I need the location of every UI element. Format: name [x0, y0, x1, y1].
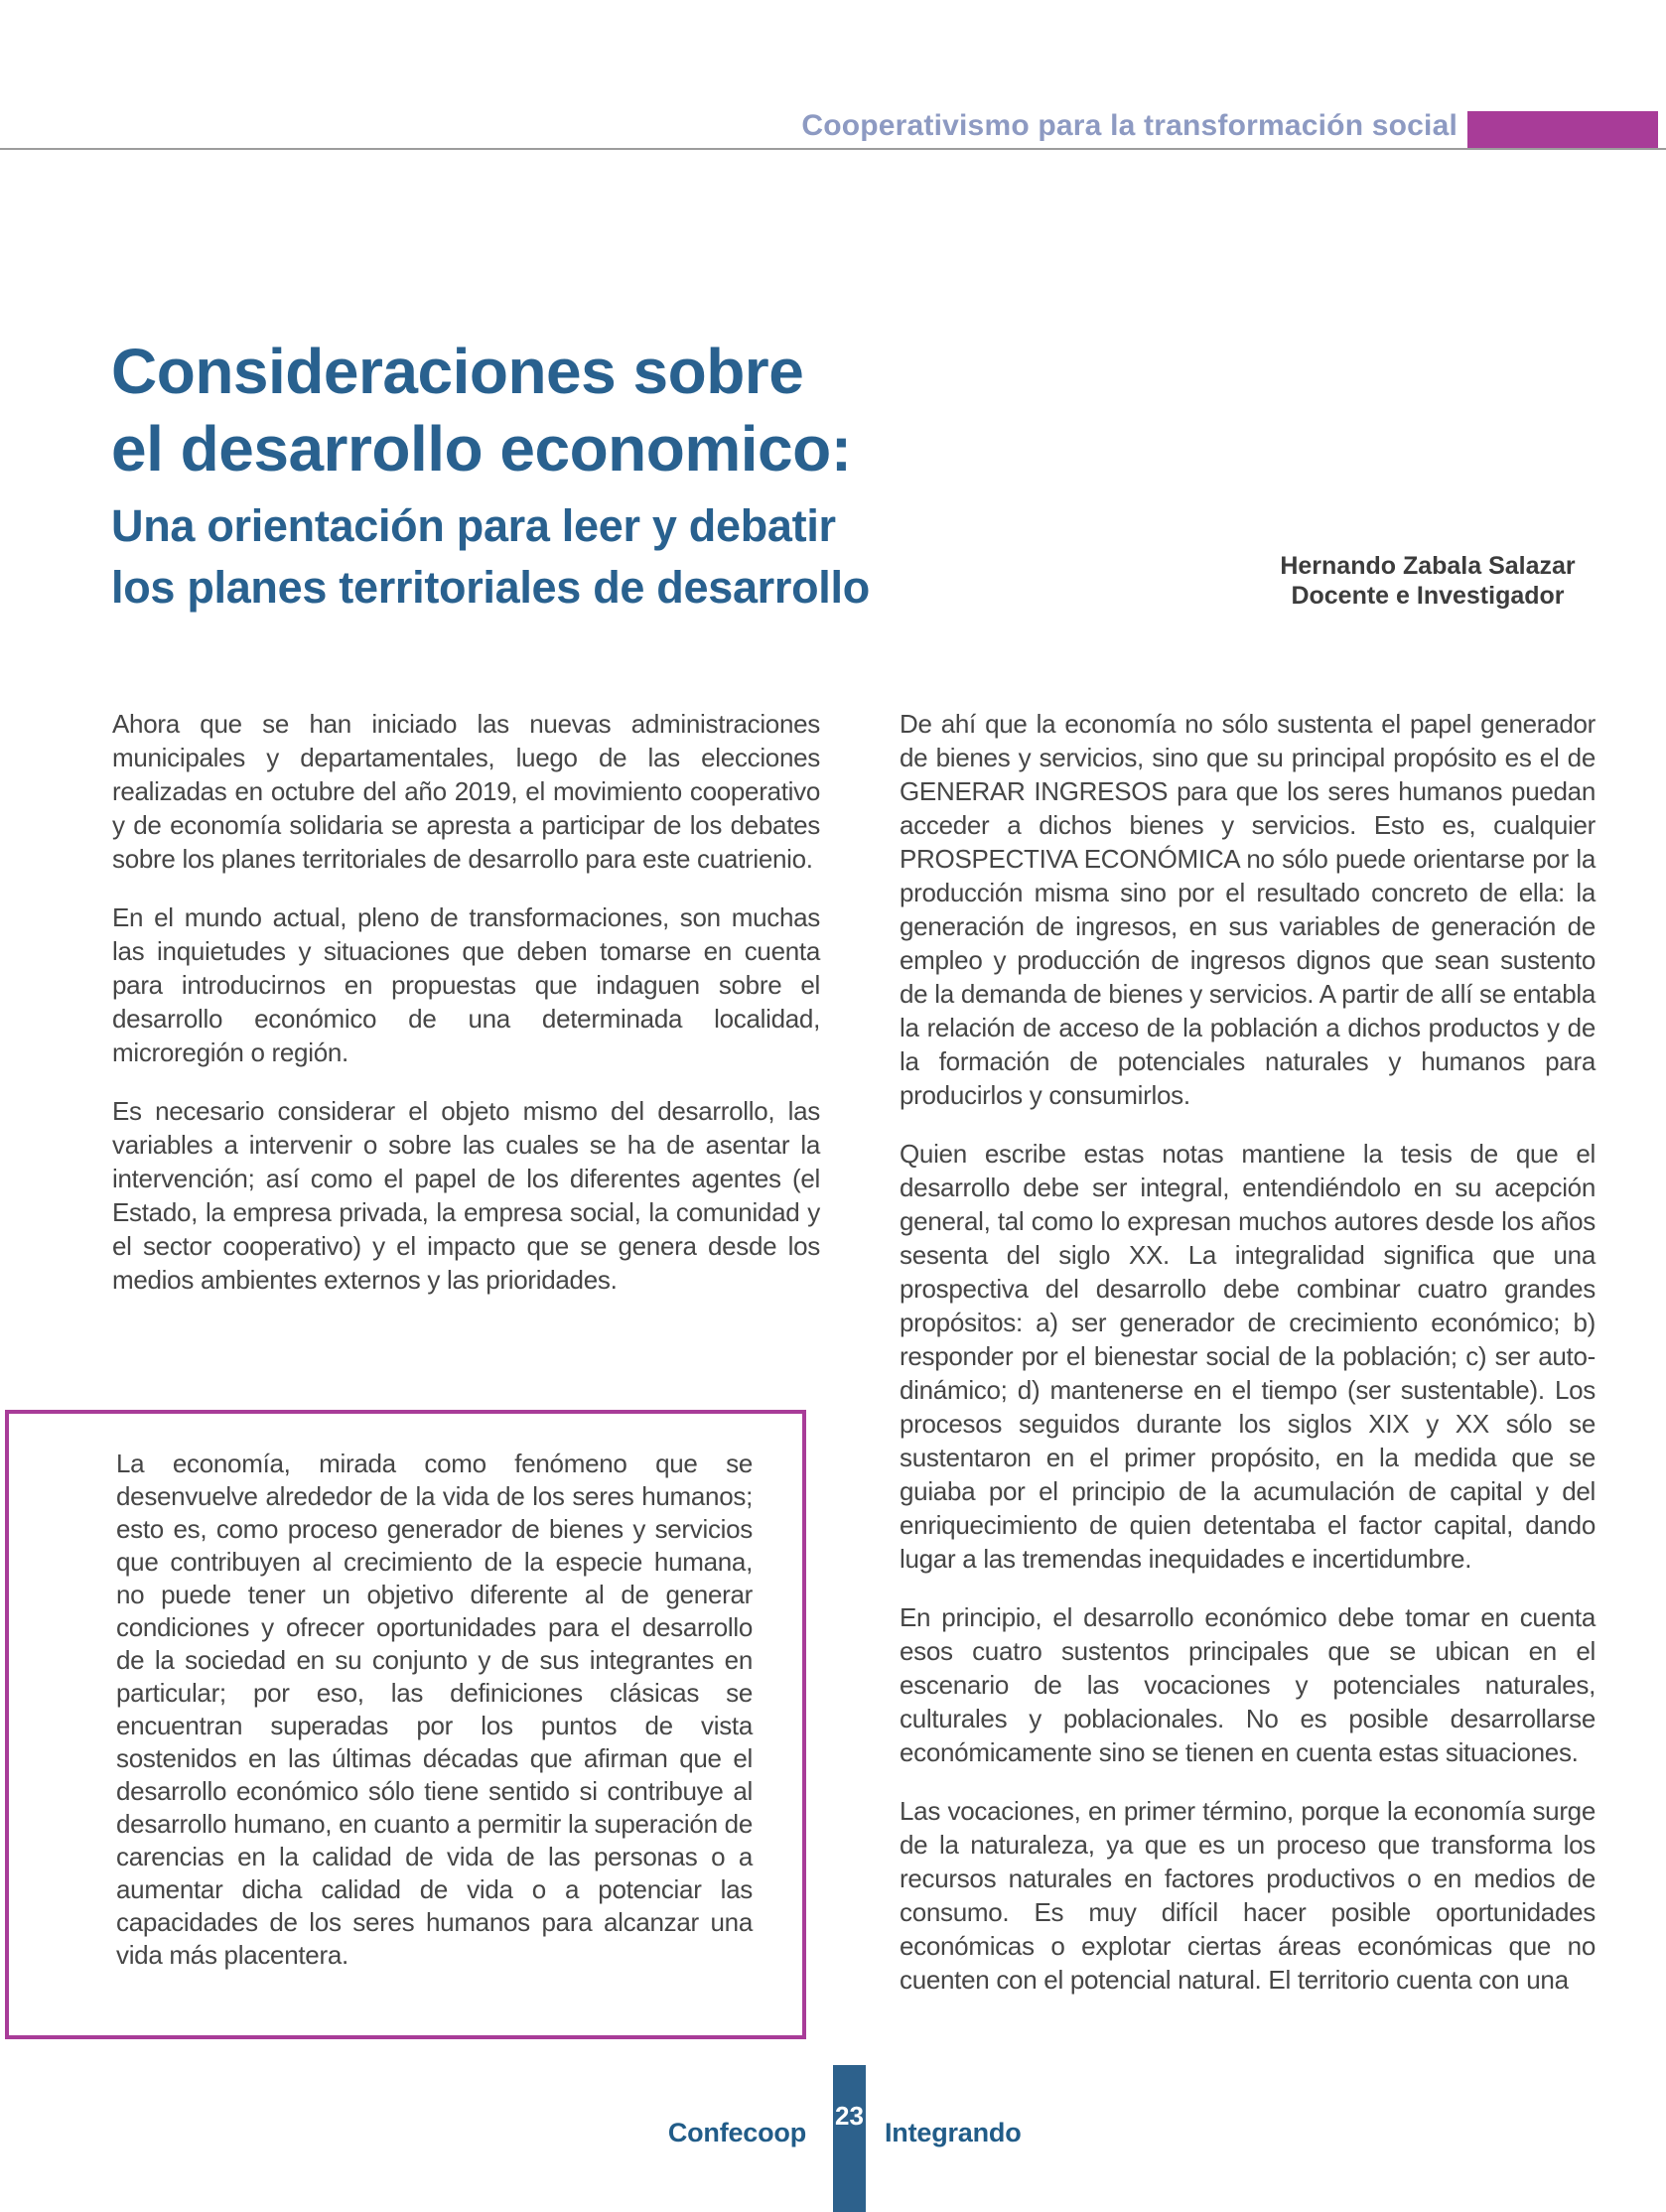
paragraph: En el mundo actual, pleno de transformaciones, son muchas las inquietudes y situaciones que deben tomarse en cuenta para introducirnos en propuestas que indaguen sobre el desarrollo económico de una determinada localidad, microregión o región. — [112, 902, 820, 1067]
footer-magazine-name: Integrando — [885, 2118, 1022, 2147]
paragraph: Es necesario considerar el objeto mismo del desarrollo, las variables a intervenir o sobre las cuales se ha de asentar la intervención; así como el papel de los diferentes agentes (el Estado, la empresa privada, la empresa social, la comunidad y el sector cooperativo) y el impacto que se genera desde los medios ambientes externos y las prioridades. — [112, 1096, 820, 1295]
title-line-2: el desarrollo economico: — [111, 413, 852, 484]
highlight-box — [5, 1410, 806, 2039]
article-title-block — [111, 333, 1203, 619]
section-header-label: Cooperativismo para la transformación social — [801, 109, 1458, 142]
page-number: 23 — [835, 2101, 864, 2131]
header-accent-bar — [1467, 111, 1658, 149]
page-number-bar — [833, 2065, 866, 2212]
right-column — [900, 707, 1596, 2021]
author-name: Hernando Zabala Salazar — [1280, 552, 1576, 580]
subtitle-line-2: los planes territoriales de desarrollo — [111, 562, 870, 613]
left-column — [112, 707, 820, 1321]
highlight-paragraph: La economía, mirada como fenómeno que se desenvuelve alrededor de la vida de los seres humanos; esto es, como proceso generador de bienes y servicios que contribuyen al crecimiento de la especie humana, no puede tener un objetivo diferente al de generar condiciones y ofrecer oportunidades para el desarrollo de la sociedad en su conjunto y de sus integrantes en particular; por eso, las definiciones clásicas se encuentran superadas por los puntos de vista sostenidos en las últimas décadas que afirman que el desarrollo económico sólo tiene sentido si contribuye al desarrollo humano, en cuanto a permitir la superación de carencias en la calidad de vida de las personas o a aumentar dicha calidad de vida o a potenciar las capacidades de los seres humanos para alcanzar una vida más placentera. — [116, 1449, 753, 1970]
article-subtitle — [111, 495, 1203, 619]
article-title — [111, 333, 1203, 487]
title-line-1: Consideraciones sobre — [111, 336, 804, 407]
footer-brand: Confecoop — [667, 2118, 806, 2147]
paragraph: Quien escribe estas notas mantiene la tesis de que el desarrollo debe ser integral, entendiéndolo en su acepción general, tal como lo expresan muchos autores desde los años sesenta del siglo XX. La integralidad significa que una prospectiva del desarrollo debe combinar cuatro grandes propósitos: a) ser generador de crecimiento económico; b) responder por el bienestar social de la población; c) ser auto-dinámico; d) mantenerse en el tiempo (ser sustentable). Los procesos seguidos durante los siglos XIX y XX sólo se sustentaron en el primer propósito, en la medida que se guiaba por el principio de la acumulación de capital y del enriquecimiento de quien detentaba el factor capital, dando lugar a las tremendas inequidades e incertidumbre. — [900, 1139, 1596, 1574]
paragraph: De ahí que la economía no sólo sustenta el papel generador de bienes y servicios, sino que su principal propósito es el de GENERAR INGRESOS para que los seres humanos puedan acceder a dichos bienes y servicios. Esto es, cualquier PROSPECTIVA ECONÓMICA no sólo puede orientarse por la producción misma sino por el resultado concreto de ella: la generación de ingresos, en sus variables de generación de empleo y producción de ingresos dignos que sean sustento de la demanda de bienes y servicios. A partir de allí se entabla la relación de acceso de la población a dichos productos y de la formación de potenciales naturales y humanos para producirlos y consumirlos. — [900, 709, 1596, 1110]
header-rule-divider — [0, 148, 1666, 150]
author-role: Docente e Investigador — [1291, 582, 1565, 610]
paragraph: Ahora que se han iniciado las nuevas administraciones municipales y departamentales, luego de las elecciones realizadas en octubre del año 2019, el movimiento cooperativo y de economía solidaria se apresta a participar de los debates sobre los planes territoriales de desarrollo para este cuatrienio. — [112, 709, 820, 874]
paragraph: Las vocaciones, en primer término, porque la economía surge de la naturaleza, ya que es un proceso que transforma los recursos naturales en factores productivos o en medios de consumo. Es muy difícil hacer posible oportunidades económicas o explotar ciertas áreas económicas que no cuenten con el potencial natural. El territorio cuenta con una — [900, 1796, 1596, 1995]
paragraph: En principio, el desarrollo económico debe tomar en cuenta esos cuatro sustentos principales que se ubican en el escenario de las vocaciones y potenciales naturales, culturales y poblacionales. No es posible desarrollarse económicamente sino se tienen en cuenta estas situaciones. — [900, 1602, 1596, 1767]
author-block — [1274, 551, 1582, 611]
subtitle-line-1: Una orientación para leer y debatir — [111, 500, 836, 551]
